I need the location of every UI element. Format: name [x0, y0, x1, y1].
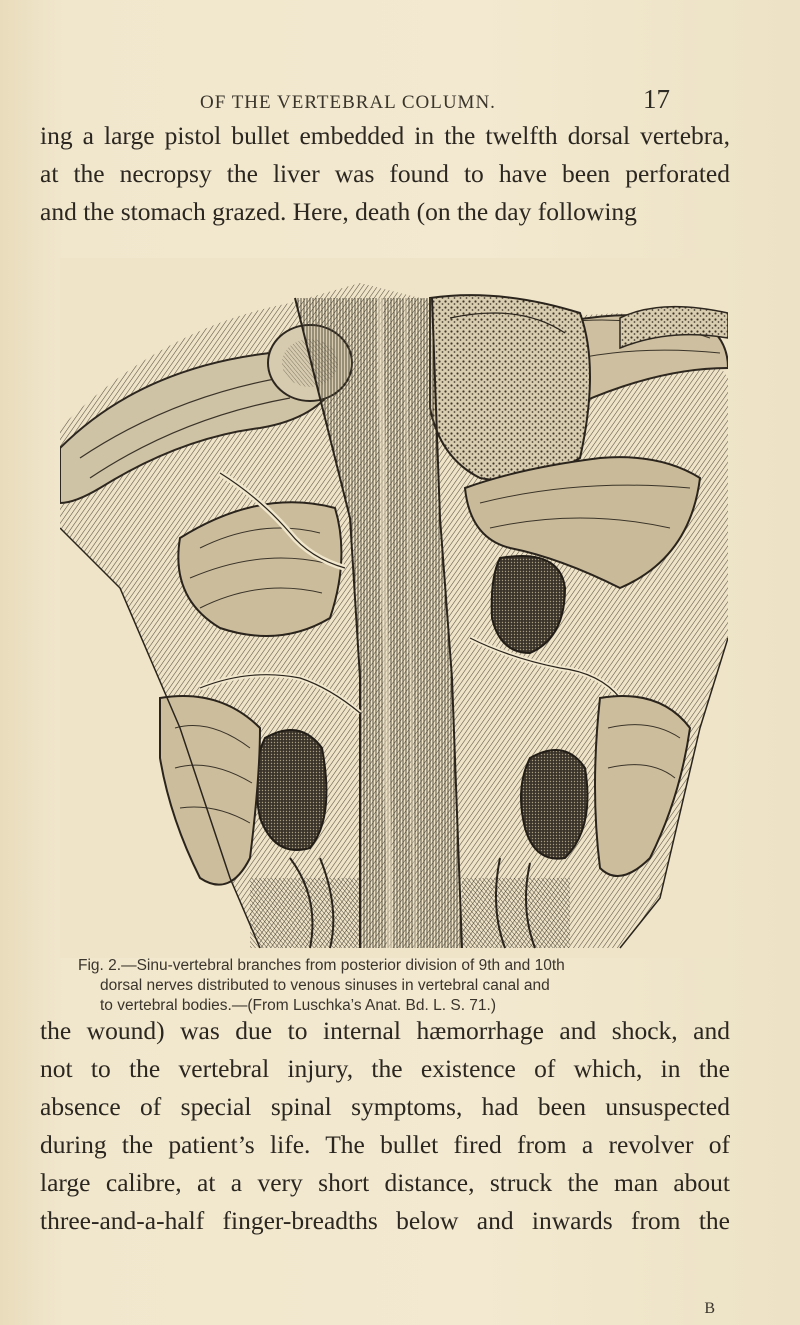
- body-paragraph-top: [40, 117, 730, 231]
- text-line: absence of special spinal symptoms, had been unsuspected: [40, 1092, 730, 1121]
- caption-line: Fig. 2.—Sinu-vertebral branches from posterior division of 9th and 10th: [78, 957, 565, 974]
- text-line: ing a large pistol bullet embedded in the twelfth dorsal vertebra,: [40, 121, 730, 150]
- page-number: 17: [643, 84, 670, 114]
- text-line: large calibre, at a very short distance, struck the man about: [40, 1168, 730, 1197]
- signature-mark: B: [704, 1300, 715, 1317]
- figure-caption: [78, 956, 726, 1016]
- running-head: OF THE VERTEBRAL COLUMN.: [200, 92, 496, 113]
- caption-line: to vertebral bodies.—(From Luschka’s Anat. Bd. L. S. 71.): [100, 997, 497, 1014]
- caption-line: dorsal nerves distributed to venous sinuses in vertebral canal and: [100, 977, 550, 994]
- text-line: three-and-a-half finger-breadths below and inwards from the: [40, 1206, 730, 1235]
- text-line: at the necropsy the liver was found to have been perforated: [40, 159, 730, 188]
- page-header: [200, 84, 670, 120]
- body-paragraph-bottom: [40, 1012, 730, 1240]
- text-line: and the stomach grazed. Here, death (on the day following: [40, 197, 637, 226]
- anatomical-illustration: [60, 258, 728, 958]
- text-line: not to the vertebral injury, the existence of which, in the: [40, 1054, 730, 1083]
- text-line: the wound) was due to internal hæmorrhage and shock, and: [40, 1016, 730, 1045]
- text-line: during the patient’s life. The bullet fired from a revolver of: [40, 1130, 730, 1159]
